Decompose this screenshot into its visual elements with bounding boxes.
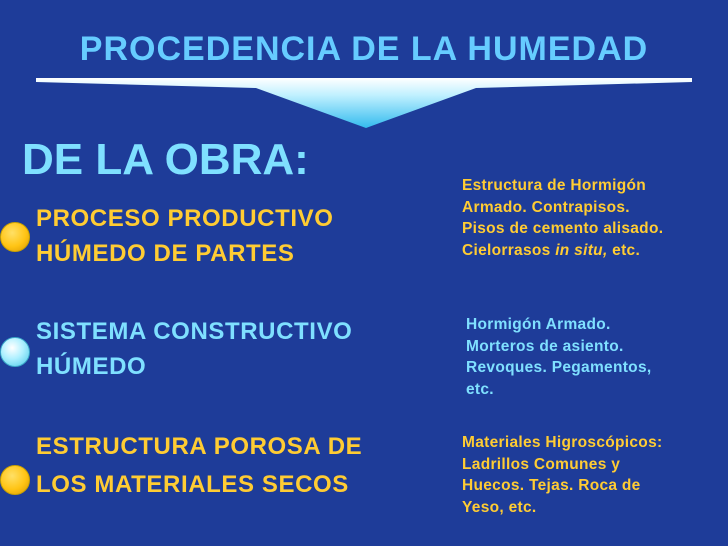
detail-italic-text: in situ, (555, 242, 608, 260)
detail-line: etc. (466, 381, 494, 399)
item-label-line: SISTEMA CONSTRUCTIVO (36, 318, 353, 345)
slide-title: PROCEDENCIA DE LA HUMEDAD (79, 30, 649, 68)
bullet-icon (0, 222, 30, 252)
detail-line: Estructura de Hormigón (462, 177, 647, 194)
item-label-line: HÚMEDO DE PARTES (36, 239, 295, 267)
item-label-line: ESTRUCTURA POROSA DE (36, 433, 363, 460)
item-label-line: PROCESO PRODUCTIVO (36, 205, 334, 232)
item-detail-estructura-porosa (462, 432, 662, 519)
bullet-icon (0, 465, 30, 495)
title-underline-shape (36, 78, 692, 130)
item-label-proceso-productivo (36, 202, 334, 272)
detail-line: Revoques. Pegamentos, (466, 359, 652, 377)
detail-line (462, 240, 663, 262)
detail-line: Hormigón Armado. (466, 316, 611, 333)
section-heading: DE LA OBRA: (22, 135, 309, 184)
item-detail-proceso-productivo (462, 175, 663, 262)
detail-line: Materiales Higroscópicos: (462, 434, 663, 451)
bullet-icon (0, 337, 30, 367)
detail-line: Morteros de asiento. (466, 337, 624, 355)
detail-text: etc. (607, 242, 641, 260)
detail-line: Pisos de cemento alisado. (462, 220, 664, 238)
item-label-line: HÚMEDO (36, 352, 147, 380)
detail-text: Cielorrasos (462, 242, 556, 260)
item-label-sistema-constructivo (36, 315, 352, 385)
item-detail-sistema-constructivo (466, 314, 651, 401)
detail-line: Huecos. Tejas. Roca de (462, 477, 641, 495)
item-label-estructura-porosa (36, 428, 362, 505)
item-label-line: LOS MATERIALES SECOS (36, 471, 349, 499)
detail-line: Yeso, etc. (462, 499, 537, 517)
detail-line: Armado. Contrapisos. (462, 198, 630, 216)
detail-line: Ladrillos Comunes y (462, 455, 621, 473)
